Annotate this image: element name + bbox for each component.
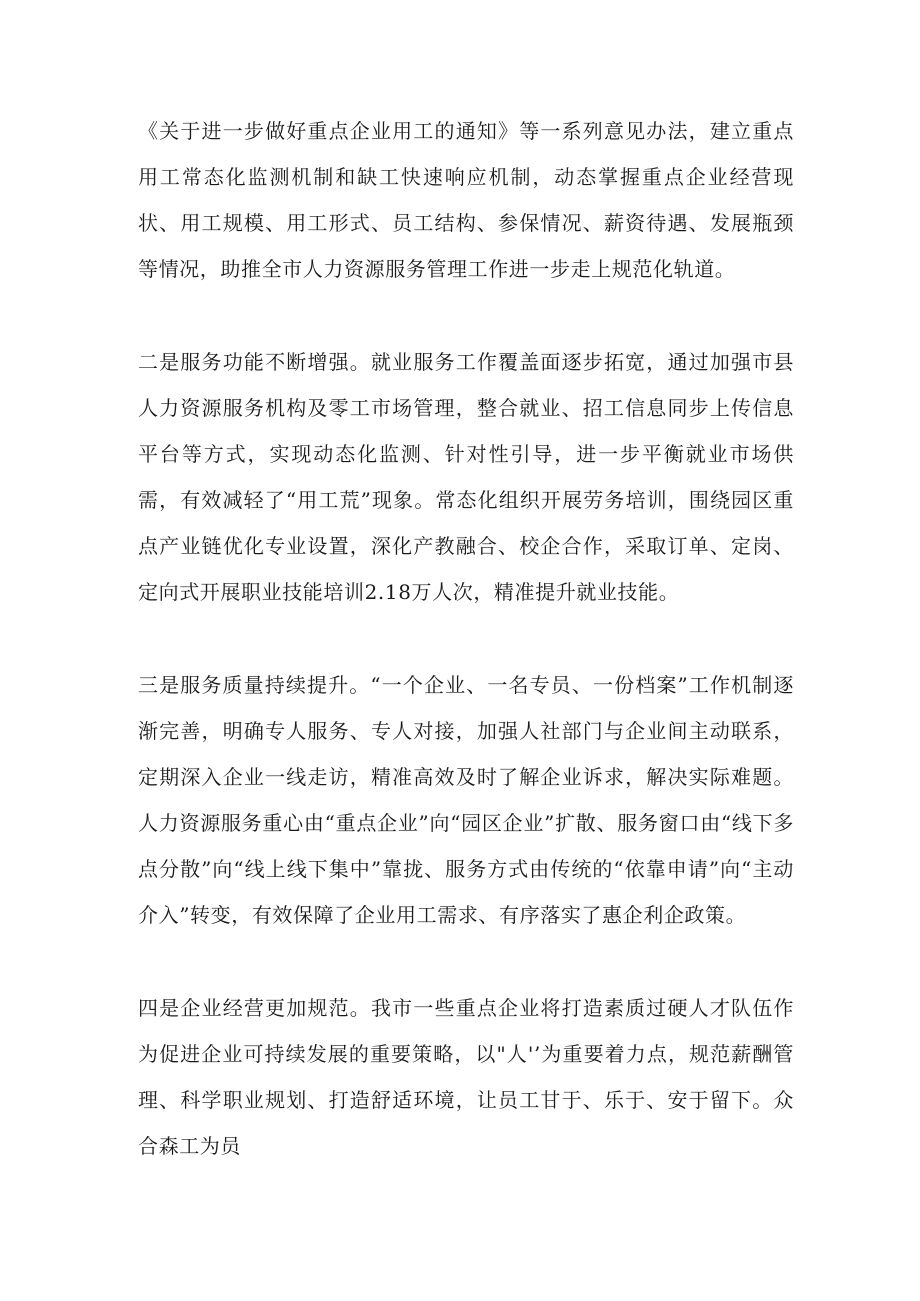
document-body xyxy=(138,108,794,1169)
paragraph-service-function: 二是服务功能不断增强。就业服务工作覆盖面逐步拓宽，通过加强市县人力资源服务机构及零工市场管理，整合就业、招工信息同步上传信息平台等方式，实现动态化监测、针对性引导，进一步平衡就业市场供需，有效减轻了“用工荒”现象。常态化组织开展劳务培训，围绕园区重点产业链优化专业设置，深化产教融合、校企合作，采取订单、定岗、定向式开展职业技能培训2.18万人次，精准提升就业技能。 xyxy=(138,350,794,604)
paragraph-service-quality: 三是服务质量持续提升。“一个企业、一名专员、一份档案”工作机制逐渐完善，明确专人服务、专人对接，加强人社部门与企业间主动联系，定期深入企业一线走访，精准高效及时了解企业诉求，解决实际难题。人力资源服务重心由“重点企业”向“园区企业”扩散、服务窗口由“线下多点分散”向“线上线下集中”靠拢、服务方式由传统的“依靠申请”向“主动介入”转变，有效保障了企业用工需求、有序落实了惠企利企政策。 xyxy=(138,673,794,927)
paragraph-notice-mechanism: 《关于进一步做好重点企业用工的通知》等一系列意见办法，建立重点用工常态化监测机制和缺工快速响应机制，动态掌握重点企业经营现状、用工规模、用工形式、员工结构、参保情况、薪资待遇、发展瓶颈等情况，助推全市人力资源服务管理工作进一步走上规范化轨道。 xyxy=(138,119,794,281)
paragraph-enterprise-management: 四是企业经营更加规范。我市一些重点企业将打造素质过硬人才队伍作为促进企业可持续发展的重要策略，以"人'’为重要着力点，规范薪酬管理、科学职业规划、打造舒适环境，让员工甘于、乐于、安于留下。众合森工为员 xyxy=(138,996,794,1158)
